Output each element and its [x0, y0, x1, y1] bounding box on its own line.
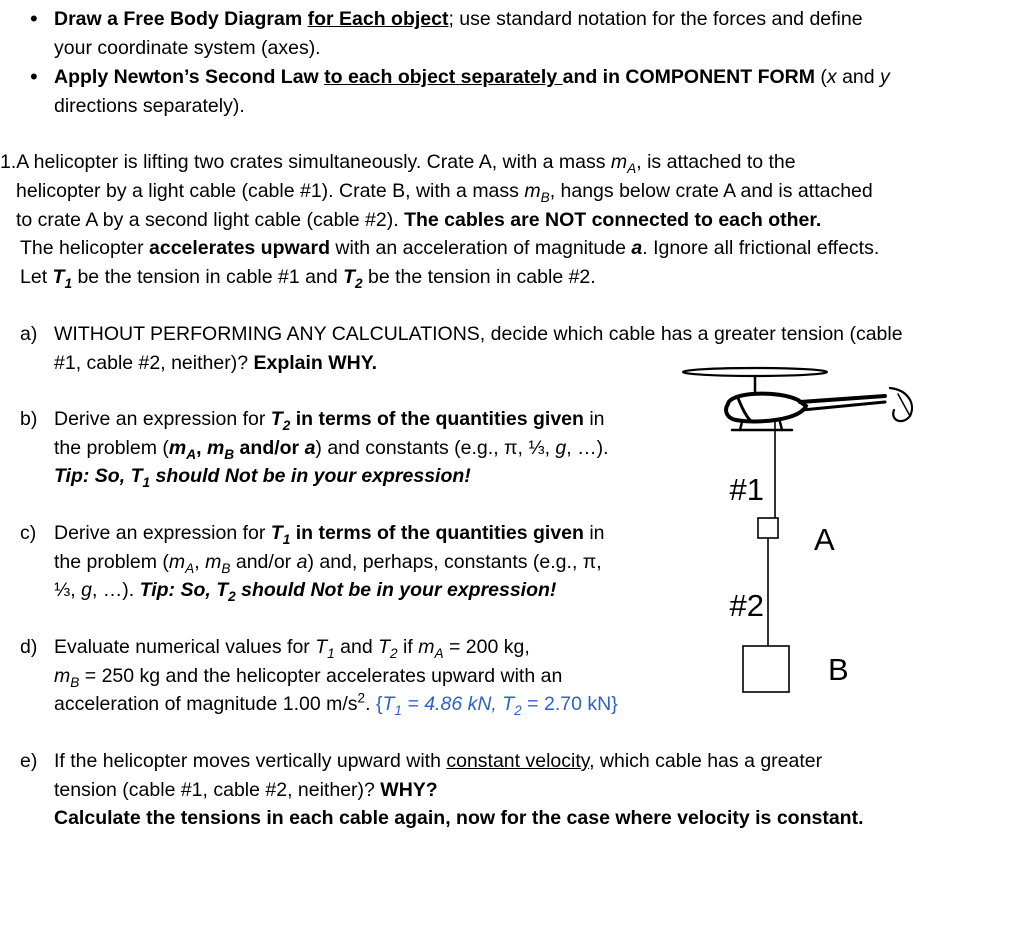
text-run: y: [880, 66, 890, 88]
text-run: 1: [394, 702, 402, 718]
text-run: , hangs below crate A and is attached: [549, 180, 873, 202]
text-run: 2: [228, 588, 236, 604]
text-run: 1: [64, 275, 73, 291]
question-e-line-2: [54, 776, 438, 804]
text-run: and/or: [230, 551, 297, 573]
text-run: and in COMPONENT FORM: [562, 66, 821, 88]
text-run: , …).: [91, 579, 140, 601]
helicopter-crates-figure: [680, 360, 940, 700]
text-run: T: [270, 522, 283, 544]
text-run: T: [502, 693, 515, 715]
text-run: The cables are NOT connected to each other.: [404, 209, 822, 231]
text-run: 2: [355, 275, 363, 291]
text-run: the problem (: [54, 551, 169, 573]
bullet-2: •: [30, 64, 38, 89]
text-run: ,: [196, 437, 207, 459]
text-run: directions separately).: [54, 95, 245, 117]
instruction-2-line-2: [54, 92, 245, 120]
text-run: Tip: So,: [54, 465, 131, 487]
text-run: T: [343, 266, 356, 288]
question-a-line-1: [54, 320, 903, 348]
text-run: m: [524, 180, 541, 202]
text-run: to crate A by a second light cable (cable #2).: [16, 209, 405, 231]
text-run: T: [382, 693, 395, 715]
text-run: 1: [142, 474, 151, 490]
question-c-line-1: [54, 519, 605, 547]
text-run: WHY?: [380, 779, 438, 801]
bullet-1: •: [30, 6, 38, 31]
text-run: Evaluate numerical values for: [54, 636, 316, 658]
text-run: T: [216, 579, 229, 601]
question-b-line-2: [54, 434, 609, 462]
text-run: a: [296, 551, 308, 573]
text-run: T: [378, 636, 391, 658]
text-run: Derive an expression for: [54, 408, 271, 430]
question-a-line-2: [54, 349, 377, 377]
text-run: , which cable has a greater: [589, 750, 823, 772]
text-run: , is attached to the: [636, 151, 796, 173]
text-run: = 2.70 kN}: [521, 693, 618, 715]
cable-2-label: #2: [729, 588, 764, 623]
text-run: helicopter by a light cable (cable #1). Crate B, with a mass: [16, 180, 525, 202]
text-run: g: [81, 579, 92, 601]
text-run: for Each object: [307, 8, 449, 30]
crate-b: [743, 646, 789, 692]
text-run: . Ignore all frictional effects.: [642, 237, 880, 259]
text-run: in terms of the quantities given: [290, 522, 584, 544]
text-run: T: [315, 636, 328, 658]
text-run: #1, cable #2, neither)?: [54, 352, 254, 374]
text-run: x: [826, 66, 837, 88]
text-run: and/or: [234, 437, 305, 459]
question-a-label: a): [20, 323, 38, 345]
text-run: 2: [357, 690, 366, 706]
question-e-line-3: [54, 804, 864, 832]
crate-a-label: A: [814, 522, 835, 557]
text-run: A: [185, 560, 195, 576]
text-run: g: [555, 437, 567, 459]
text-run: Derive an expression for: [54, 522, 271, 544]
text-run: (: [820, 66, 827, 88]
text-run: Tip: So,: [139, 579, 217, 601]
text-run: 2: [282, 417, 291, 433]
text-run: Calculate the tensions in each cable again, now for the case where velocity is constant.: [54, 807, 864, 829]
text-run: B: [70, 674, 80, 690]
text-run: = 250 kg and the helicopter accelerates upward with an: [79, 665, 563, 687]
text-run: Draw a Free Body Diagram: [54, 8, 308, 30]
text-run: .: [365, 693, 376, 715]
text-run: {: [375, 693, 383, 715]
question-d-line-2: [54, 662, 562, 690]
crate-a: [758, 518, 778, 538]
text-run: m: [418, 636, 435, 658]
crate-b-label: B: [828, 652, 849, 687]
text-run: m: [610, 151, 628, 173]
instruction-2-line-1: [54, 63, 890, 91]
text-run: with an acceleration of magnitude: [330, 237, 632, 259]
text-run: Explain WHY.: [253, 352, 377, 374]
text-run: the problem (: [54, 437, 169, 459]
question-c-line-2: [54, 548, 602, 576]
text-run: m: [168, 551, 186, 573]
text-run: 2: [514, 702, 522, 718]
text-run: m: [206, 437, 225, 459]
problem-line-1: [0, 148, 796, 176]
question-c-line-3: [54, 576, 556, 604]
text-run: = 4.86 kN,: [401, 693, 503, 715]
text-run: 1.A helicopter is lifting two crates simultaneously. Crate A, with a mass: [0, 151, 611, 173]
text-run: ; use standard notation for the forces and define: [448, 8, 863, 30]
text-run: WITHOUT PERFORMING ANY CALCULATIONS, decide which cable has a greater tension (cable: [54, 323, 903, 345]
text-run: , …).: [566, 437, 609, 459]
text-run: should Not be in your expression!: [235, 579, 557, 601]
text-run: T: [270, 408, 283, 430]
text-run: and: [836, 66, 881, 88]
text-run: to each object separately: [324, 66, 563, 88]
text-run: tension (cable #1, cable #2, neither)?: [54, 779, 381, 801]
text-run: ,: [194, 551, 206, 573]
text-run: be the tension in cable #2.: [362, 266, 596, 288]
text-run: a: [631, 237, 643, 259]
text-run: 2: [390, 645, 398, 661]
text-run: ) and, perhaps, constants (e.g., π,: [307, 551, 602, 573]
text-run: T: [52, 266, 65, 288]
text-run: B: [540, 189, 550, 205]
question-d-line-3: [54, 690, 618, 718]
text-run: should Not be in your expression!: [150, 465, 471, 487]
text-run: m: [205, 551, 222, 573]
problem-line-5: [20, 263, 596, 291]
helicopter-icon: [683, 368, 912, 430]
text-run: in terms of the quantities given: [290, 408, 584, 430]
problem-line-2: [16, 177, 873, 205]
text-run: The helicopter: [20, 237, 149, 259]
question-d-line-1: [54, 633, 530, 661]
question-b-line-3: [54, 462, 471, 490]
text-run: constant velocity: [446, 750, 590, 772]
text-run: A: [627, 160, 637, 176]
problem-line-3: [16, 206, 821, 234]
problem-line-4: [20, 234, 879, 262]
question-b-label: b): [20, 408, 38, 430]
text-run: B: [221, 560, 231, 576]
text-run: ) and constants (e.g., π, ⅓,: [315, 437, 556, 459]
text-run: your coordinate system (axes).: [54, 37, 321, 59]
text-run: and: [334, 636, 379, 658]
text-run: acceleration of magnitude 1.00 m/s: [54, 693, 358, 715]
text-run: A: [186, 446, 197, 462]
text-run: T: [130, 465, 143, 487]
question-e-label: e): [20, 750, 38, 772]
text-run: a: [304, 437, 316, 459]
text-run: Let: [20, 266, 53, 288]
text-run: 1: [327, 645, 335, 661]
text-run: m: [168, 437, 187, 459]
question-b-line-1: [54, 405, 605, 433]
question-e-line-1: [54, 747, 822, 775]
question-d-label: d): [20, 636, 38, 658]
text-run: ⅓,: [54, 579, 82, 601]
text-run: be the tension in cable #1 and: [72, 266, 344, 288]
text-run: B: [224, 446, 235, 462]
text-run: accelerates upward: [149, 237, 331, 259]
text-run: = 200 kg,: [443, 636, 530, 658]
text-run: If the helicopter moves vertically upward with: [54, 750, 447, 772]
text-run: Apply Newton’s Second Law: [54, 66, 325, 88]
text-run: A: [434, 645, 444, 661]
text-run: in: [583, 408, 605, 430]
text-run: m: [54, 665, 71, 687]
text-run: if: [397, 636, 419, 658]
instruction-1-line-2: [54, 34, 321, 62]
text-run: in: [583, 522, 605, 544]
instruction-1-line-1: [54, 5, 863, 33]
question-c-label: c): [20, 522, 37, 544]
cable-1-label: #1: [729, 472, 764, 507]
text-run: 1: [282, 531, 291, 547]
